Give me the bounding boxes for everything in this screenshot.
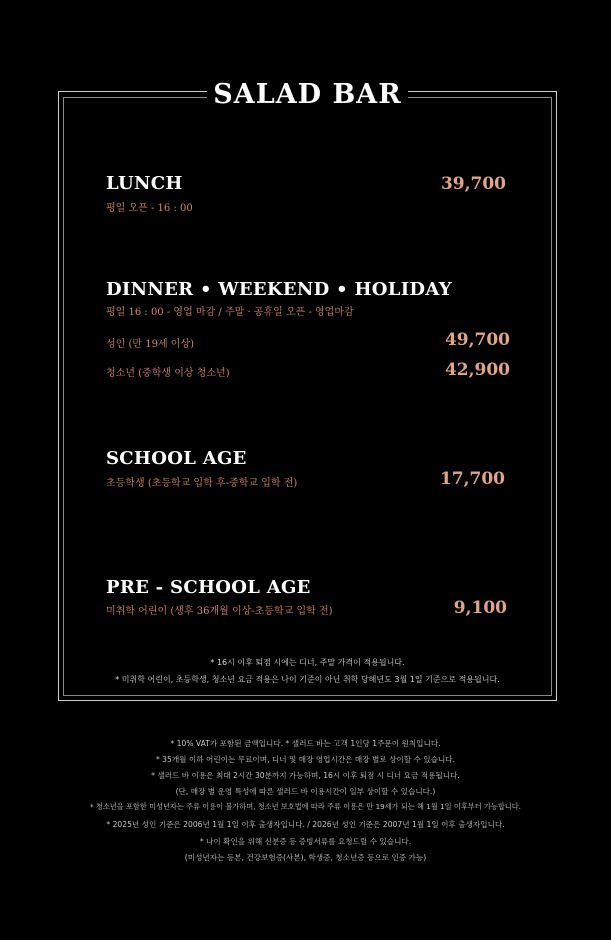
lunch-heading: LUNCH bbox=[106, 173, 183, 194]
footer-note: * 청소년을 포함한 미성년자는 주류 이용이 불가하며, 청소년 보호법에 따라 주류 이용은 만 19세가 되는 해 1월 1일 이후부터 가능합니다. bbox=[90, 802, 521, 811]
footer-note: (단, 매장 별 운영 특성에 따른 샐러드 바 이용시간이 일부 상이할 수 있습니다.) bbox=[175, 787, 436, 796]
footer-note: * 2025년 성인 기준은 2006년 1월 1일 이후 출생자입니다. / 2026년 성인 기준은 2007년 1월 1일 이후 출생자입니다. bbox=[106, 820, 505, 829]
dinner-hours: 평일 16 : 00 - 영업 마감 / 주말 · 공휴일 오픈 - 영업마감 bbox=[106, 307, 354, 318]
dinner-youth-price: 42,900 bbox=[444, 360, 510, 380]
dinner-adult-label: 성인 (만 19세 이상) bbox=[106, 339, 195, 350]
dinner-adult-price: 49,700 bbox=[444, 330, 510, 350]
school-age-description: 초등학생 (초등학교 입학 후-중학교 입학 전) bbox=[106, 478, 298, 489]
preschool-price: 9,100 bbox=[453, 598, 507, 618]
footer-note: * 35개월 이하 어린이는 무료이며, 디너 및 매장 영업시간은 매장 별로 상이할 수 있습니다. bbox=[155, 755, 456, 764]
preschool-heading: PRE - SCHOOL AGE bbox=[106, 577, 311, 598]
footer-note: * 10% VAT가 포함된 금액입니다. * 샐러드 바는 고객 1인당 1주문이 원칙입니다. bbox=[170, 739, 441, 748]
dinner-youth-label: 청소년 (중학생 이상 청소년) bbox=[106, 368, 230, 379]
lunch-hours: 평일 오픈 - 16 : 00 bbox=[106, 203, 193, 214]
preschool-description: 미취학 어린이 (생후 36개월 이상-초등학교 입학 전) bbox=[106, 606, 333, 617]
lunch-price: 39,700 bbox=[440, 174, 506, 194]
inner-note: * 미취학 어린이, 초등학생, 청소년 요금 적용은 나이 기준이 아닌 취학 당해년도 3월 1일 기준으로 적용됩니다. bbox=[115, 675, 500, 684]
school-age-heading: SCHOOL AGE bbox=[106, 448, 247, 469]
school-age-price: 17,700 bbox=[439, 469, 505, 489]
footer-note: (미성년자는 등본, 건강보험증(사본), 학생증, 청소년증 등으로 인증 가능) bbox=[184, 853, 427, 862]
footer-note: * 샐러드 바 이용은 최대 2시간 30분까지 가능하며, 16시 이후 퇴점 시 디너 요금 적용됩니다. bbox=[151, 771, 460, 780]
page-title: SALAD BAR bbox=[213, 79, 402, 110]
footer-note: * 나이 확인을 위해 신분증 등 증빙서류를 요청드릴 수 있습니다. bbox=[199, 837, 412, 846]
dinner-heading: DINNER • WEEKEND • HOLIDAY bbox=[106, 279, 452, 300]
inner-note: * 16시 이후 퇴점 시에는 디너, 주말 가격이 적용됩니다. bbox=[210, 658, 405, 667]
title-block bbox=[207, 76, 408, 114]
